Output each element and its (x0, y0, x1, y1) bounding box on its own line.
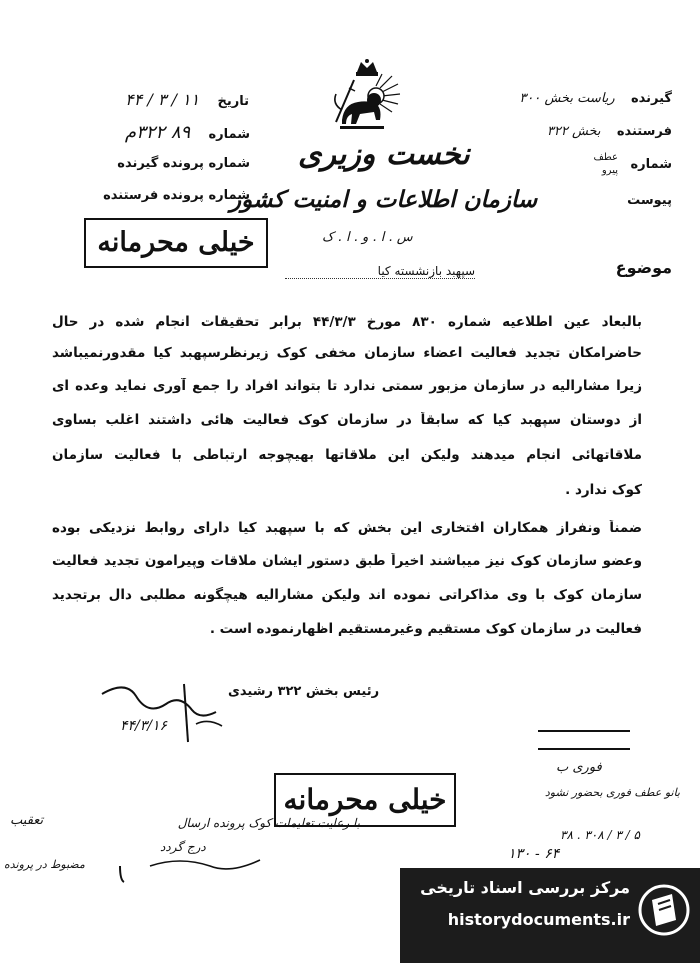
annotation-follow: تعقیب (10, 813, 44, 828)
annotation-number: ۳۸ . ۳۰۸ / ۳ / ۵ (560, 828, 640, 842)
date-label: تاریخ (217, 94, 249, 109)
footer-org-name: مرکز بررسی اسناد تاریخی (420, 878, 630, 897)
receiver-row (519, 91, 672, 106)
annotation-record: درج گردد (160, 840, 206, 854)
body-line-last-2: فعالیت در سازمان کوک مستقیم وغیرمستقیم اظهارنموده است . (209, 621, 642, 637)
organization-title: سازمان اطلاعات و امنیت کشور (230, 186, 538, 213)
sender-row (547, 124, 672, 139)
ministry-title: نخست وزیری (298, 137, 470, 172)
annotation-scribble-icon (110, 846, 290, 886)
subject-value: سپهبد بازنشسته کیا (285, 264, 475, 279)
number-value-left: ۸۹ ۳۲۲م (124, 122, 191, 143)
number-sub-labels (593, 151, 618, 177)
annotation-filed: مضبوط در پرونده (4, 858, 85, 871)
body-line: از دوستان سپهبد کیا که سابقاً در سازمان کوک فعالیت هائی داشتند اغلب بساوی (52, 412, 642, 428)
number-label-left: شماره (208, 127, 250, 142)
archive-logo-icon (638, 880, 690, 940)
number-label-right: شماره (630, 157, 672, 172)
body-line-last: کوک ندارد . (565, 482, 642, 498)
sender-label: فرستنده (616, 124, 672, 139)
number-sub-2: پیرو (601, 165, 618, 176)
signature-date: ۴۴/۳/۱۶ (120, 718, 168, 734)
number-row-left (70, 122, 250, 143)
receiver-value: ریاست بخش ۳۰۰ (519, 91, 615, 106)
date-row (94, 90, 249, 109)
classification-stamp-top: خیلی محرمانه (84, 218, 268, 268)
body-line: بالبعاد عین اطلاعیه شماره ۸۳۰ مورخ ۴۴/۳/۳ برابر تحقیقات انجام شده در حال (52, 314, 642, 330)
sender-file-label: شماره پرونده فرستنده (103, 188, 250, 203)
footer-watermark (400, 868, 700, 963)
date-value: ۱۱ / ۳ / ۴۴ (125, 90, 200, 109)
annotation-note: بانو عطف فوری بحضور نشود (544, 786, 680, 799)
body-line: زیرا مشارالیه در سازمان مزبور سمتی ندارد تا بتواند افراد را جمع آوری نماید وعده ای (52, 378, 642, 394)
body-line: ضمناً ونفراز همکاران افتخاری این بخش که با سپهبد کیا دارای روابط نزدیکی بوده (52, 520, 642, 536)
footer-url: historydocuments.ir (447, 910, 630, 929)
annotation-urgent: فوری ب (556, 760, 602, 775)
subject-label: موضوع (615, 258, 672, 277)
number-row-right (630, 157, 672, 172)
attachment-label: پیوست (627, 193, 672, 208)
attachment-row (627, 193, 672, 208)
classification-stamp-bottom: خیلی محرمانه (274, 773, 456, 827)
number-sub-1: عطف (593, 152, 618, 163)
annotation-instruction: با رعایت تعلیمات کوک پرونده ارسال (177, 816, 360, 830)
struck-annotation (538, 730, 630, 750)
organization-code: س . ا . و . ا . ک (322, 230, 413, 245)
body-line: حاضرامکان تجدید فعالیت اعضاء سازمان مخفی کوک زیرنظرسپهبد کیا مقدورنمیباشد (52, 345, 642, 361)
body-line: ملاقاتهائی انجام میدهند ولیکن این ملاقاتها بهیچوجه ارتباطی با فعالیت سازمان (52, 447, 642, 463)
body-line: سازمان کوک با وی مذاکراتی نموده اند ولیکن مشارالیه هیچگونه مطلبی دال برتجدید (52, 587, 642, 603)
signature-title: رئیس بخش ۳۲۲ رشیدی (228, 684, 380, 699)
receiver-label: گیرنده (630, 91, 672, 106)
receiver-file-label: شماره پرونده گیرنده (117, 156, 250, 171)
body-line: وعضو سازمان کوک نیز میباشند اخیراً طبق دستور ایشان ملاقات وپیرامون تجدید فعالیت (52, 553, 642, 569)
sender-value: بخش ۳۲۲ (546, 124, 601, 139)
annotation-code: ۱۳۰ - ۶۴ (508, 846, 560, 862)
lion-and-sun-emblem-icon (324, 58, 410, 142)
